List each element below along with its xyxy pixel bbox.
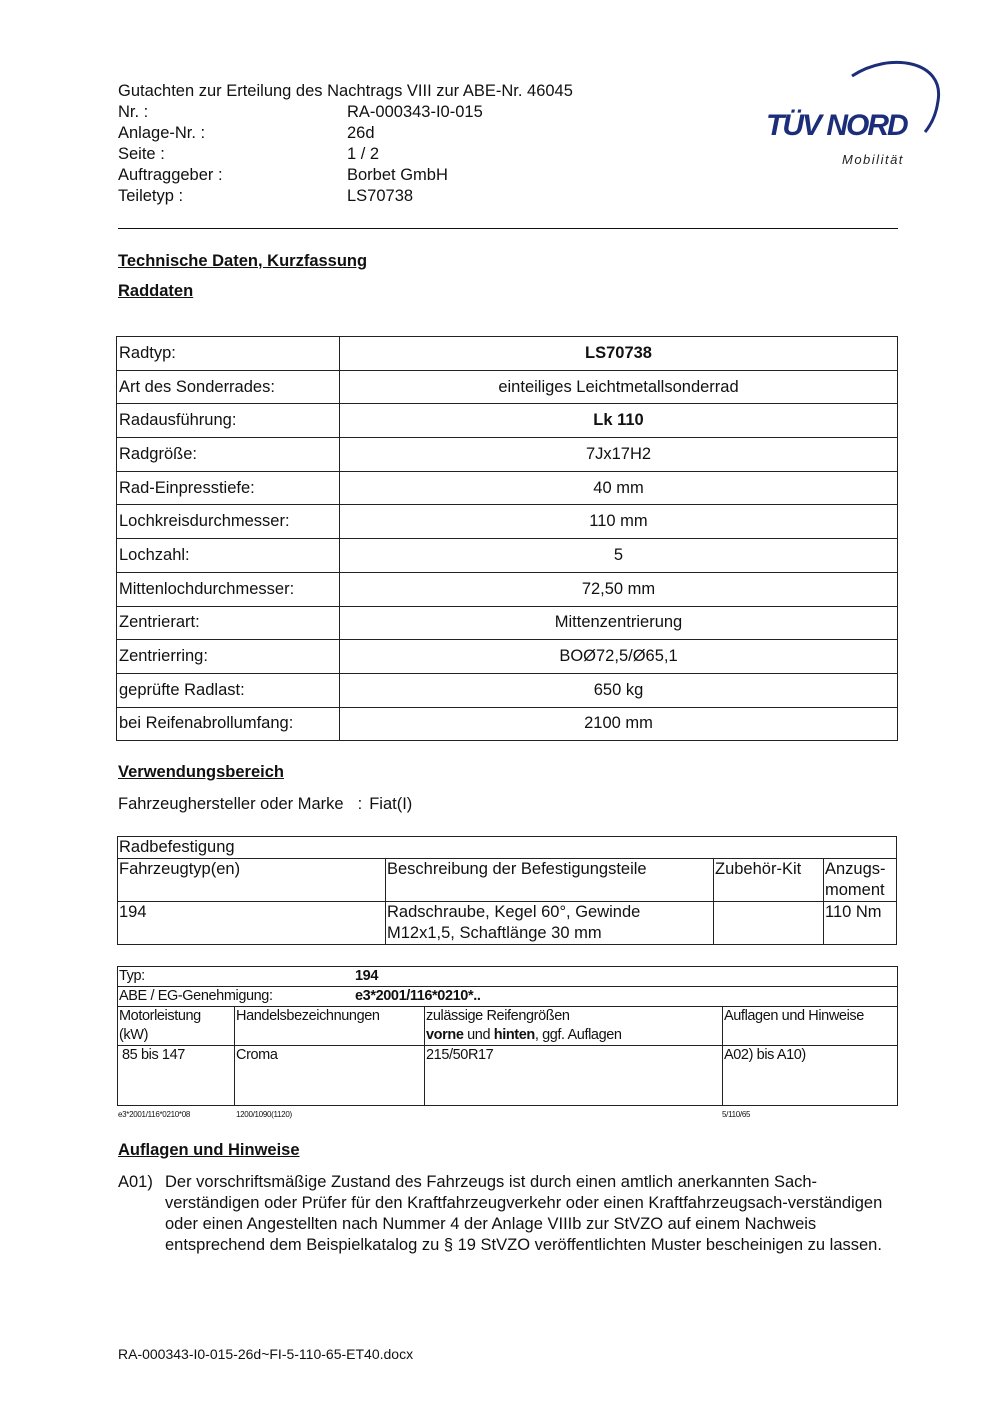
manufacturer-line: [118, 795, 412, 814]
table-row: [117, 505, 898, 539]
wheel-key: Rad-Einpresstiefe:: [117, 471, 340, 505]
vehicle-header-notes: Auflagen und Hinweise: [723, 1007, 898, 1046]
report-title: Gutachten zur Erteilung des Nachtrags VIII zur ABE-Nr. 46045: [118, 82, 573, 100]
table-row: [117, 471, 898, 505]
vehicle-cell-name: Croma: [235, 1046, 425, 1106]
table-header-row: [118, 1007, 898, 1046]
fixing-header: Fahrzeugtyp(en): [118, 859, 386, 902]
wheel-key: Radgröße:: [117, 438, 340, 472]
tyres-and-text: und: [463, 1027, 494, 1043]
tuev-nord-logo: [760, 56, 950, 174]
vehicle-footnote-bolt: 5/110/65: [722, 1110, 751, 1119]
table-header-row: [118, 859, 897, 902]
section-heading-usage: Verwendungsbereich: [118, 763, 284, 781]
table-row: [117, 572, 898, 606]
wheel-key: bei Reifenabrollumfang:: [117, 707, 340, 741]
vehicle-footnote-abe: e3*2001/116*0210*08: [118, 1110, 191, 1119]
section-heading-notes: Auflagen und Hinweise: [118, 1141, 300, 1159]
meta-value: LS70738: [347, 187, 414, 205]
meta-key: Seite :: [118, 145, 165, 163]
fixing-cell-desc: Radschraube, Kegel 60°, Gewinde M12x1,5, Schaftlänge 30 mm: [386, 902, 714, 945]
wheel-value: LS70738: [340, 337, 898, 371]
wheel-key: Lochzahl:: [117, 539, 340, 573]
fixing-header: Zubehör-Kit: [714, 859, 824, 902]
vehicle-type-label: Typ:: [119, 968, 145, 984]
fixing-title: Radbefestigung: [118, 837, 897, 859]
meta-row-auftraggeber: [118, 165, 678, 186]
meta-row-teiletyp: [118, 186, 678, 207]
fixing-cell-type: 194: [118, 902, 386, 945]
meta-key: Auftraggeber :: [118, 166, 223, 184]
logo-brand: TÜV NORD: [766, 109, 907, 142]
wheel-value: Lk 110: [340, 404, 898, 438]
vehicle-cell-tyres: 215/50R17: [425, 1046, 723, 1106]
table-row: [117, 337, 898, 371]
manufacturer-label: Fahrzeughersteller oder Marke: [118, 795, 344, 813]
wheel-key: Mittenlochdurchmesser:: [117, 572, 340, 606]
wheel-value: 110 mm: [340, 505, 898, 539]
vehicle-abe-value: e3*2001/116*0210*..: [355, 988, 481, 1004]
wheel-key: Art des Sonderrades:: [117, 370, 340, 404]
fixing-header: Beschreibung der Befestigungsteile: [386, 859, 714, 902]
vehicle-abe-label: ABE / EG-Genehmigung:: [119, 988, 273, 1004]
table-row: [117, 673, 898, 707]
wheel-value: BOØ72,5/Ø65,1: [340, 640, 898, 674]
tyres-front-label: vorne: [426, 1027, 464, 1043]
meta-key: Nr. :: [118, 103, 149, 121]
table-row: [118, 902, 897, 945]
header-divider: [118, 228, 898, 229]
wheel-value: 2100 mm: [340, 707, 898, 741]
meta-value: Borbet GmbH: [347, 166, 448, 184]
wheel-value: einteiliges Leichtmetallsonderrad: [340, 370, 898, 404]
wheel-value: 72,50 mm: [340, 572, 898, 606]
manufacturer-separator: :: [357, 795, 363, 813]
tyres-rest-text: , ggf. Auflagen: [534, 1027, 622, 1043]
wheel-value: 7Jx17H2: [340, 438, 898, 472]
table-row: [117, 606, 898, 640]
wheel-value: 650 kg: [340, 673, 898, 707]
wheel-value: 40 mm: [340, 471, 898, 505]
table-row: [117, 370, 898, 404]
document-filename: RA-000343-I0-015-26d~FI-5-110-65-ET40.docx: [118, 1346, 414, 1362]
vehicle-type-row: [118, 967, 898, 987]
table-row: [117, 707, 898, 741]
meta-value: RA-000343-I0-015: [347, 103, 483, 121]
vehicle-table: [117, 966, 898, 1106]
table-row: [117, 640, 898, 674]
wheel-data-table: [116, 336, 898, 741]
wheel-key: Zentrierart:: [117, 606, 340, 640]
meta-row-anlage: [118, 123, 678, 144]
vehicle-header-tyres: [425, 1007, 723, 1046]
note-number: A01): [118, 1173, 153, 1191]
vehicle-type-value: 194: [355, 968, 378, 984]
wheel-key: Radtyp:: [117, 337, 340, 371]
table-row: [118, 1046, 898, 1106]
fixing-cell-kit: [714, 902, 824, 945]
meta-value: 26d: [347, 124, 375, 142]
table-row: [117, 539, 898, 573]
wheel-value: 5: [340, 539, 898, 573]
manufacturer-value: Fiat(I): [369, 795, 413, 813]
table-row: [118, 967, 898, 987]
fixing-header: Anzugs-moment: [824, 859, 897, 902]
header-meta: [118, 102, 678, 207]
wheel-key: Zentrierring:: [117, 640, 340, 674]
table-row: [118, 987, 898, 1007]
meta-key: Anlage-Nr. :: [118, 124, 206, 142]
vehicle-header-names: Handelsbezeichnungen: [235, 1007, 425, 1046]
section-heading-raddaten: Raddaten: [118, 282, 194, 300]
note-text: Der vorschriftsmäßige Zustand des Fahrzeugs ist durch einen amtlich anerkannten Sach-verständigen oder Prüfer für den Kraftfahrzeugverkehr oder einen Kraftfahrzeugsach-verständigen oder einen Angestellten nach Nummer 4 der Anlage VIIIb zur StVZO auf einem Nachweis entsprechend dem Beispielkatalog zu § 19 StVZO veröffentlichten Muster bescheinigen zu lassen.: [165, 1173, 883, 1254]
fixing-table: [117, 836, 897, 945]
wheel-key: Radausführung:: [117, 404, 340, 438]
table-row: [117, 438, 898, 472]
wheel-value: Mittenzentrierung: [340, 606, 898, 640]
meta-row-nr: [118, 102, 678, 123]
meta-key: Teiletyp :: [118, 187, 184, 205]
tyres-header-line1: zulässige Reifengrößen: [426, 1008, 570, 1024]
vehicle-cell-power: 85 bis 147: [118, 1046, 235, 1106]
vehicle-cell-notes: A02) bis A10): [723, 1046, 898, 1106]
wheel-key: Lochkreisdurchmesser:: [117, 505, 340, 539]
meta-row-seite: [118, 144, 678, 165]
vehicle-header-power: Motorleistung (kW): [118, 1007, 235, 1046]
logo-subtitle: Mobilität: [842, 152, 904, 167]
section-heading-technical: Technische Daten, Kurzfassung: [118, 252, 368, 270]
wheel-key: geprüfte Radlast:: [117, 673, 340, 707]
fixing-cell-torque: 110 Nm: [824, 902, 897, 945]
tyres-rear-label: hinten: [493, 1027, 535, 1043]
vehicle-abe-row: [118, 987, 898, 1007]
table-row: [117, 404, 898, 438]
table-row: [118, 837, 897, 859]
vehicle-footnote-weights: 1200/1090(1120): [236, 1110, 292, 1119]
meta-value: 1 / 2: [347, 145, 380, 163]
